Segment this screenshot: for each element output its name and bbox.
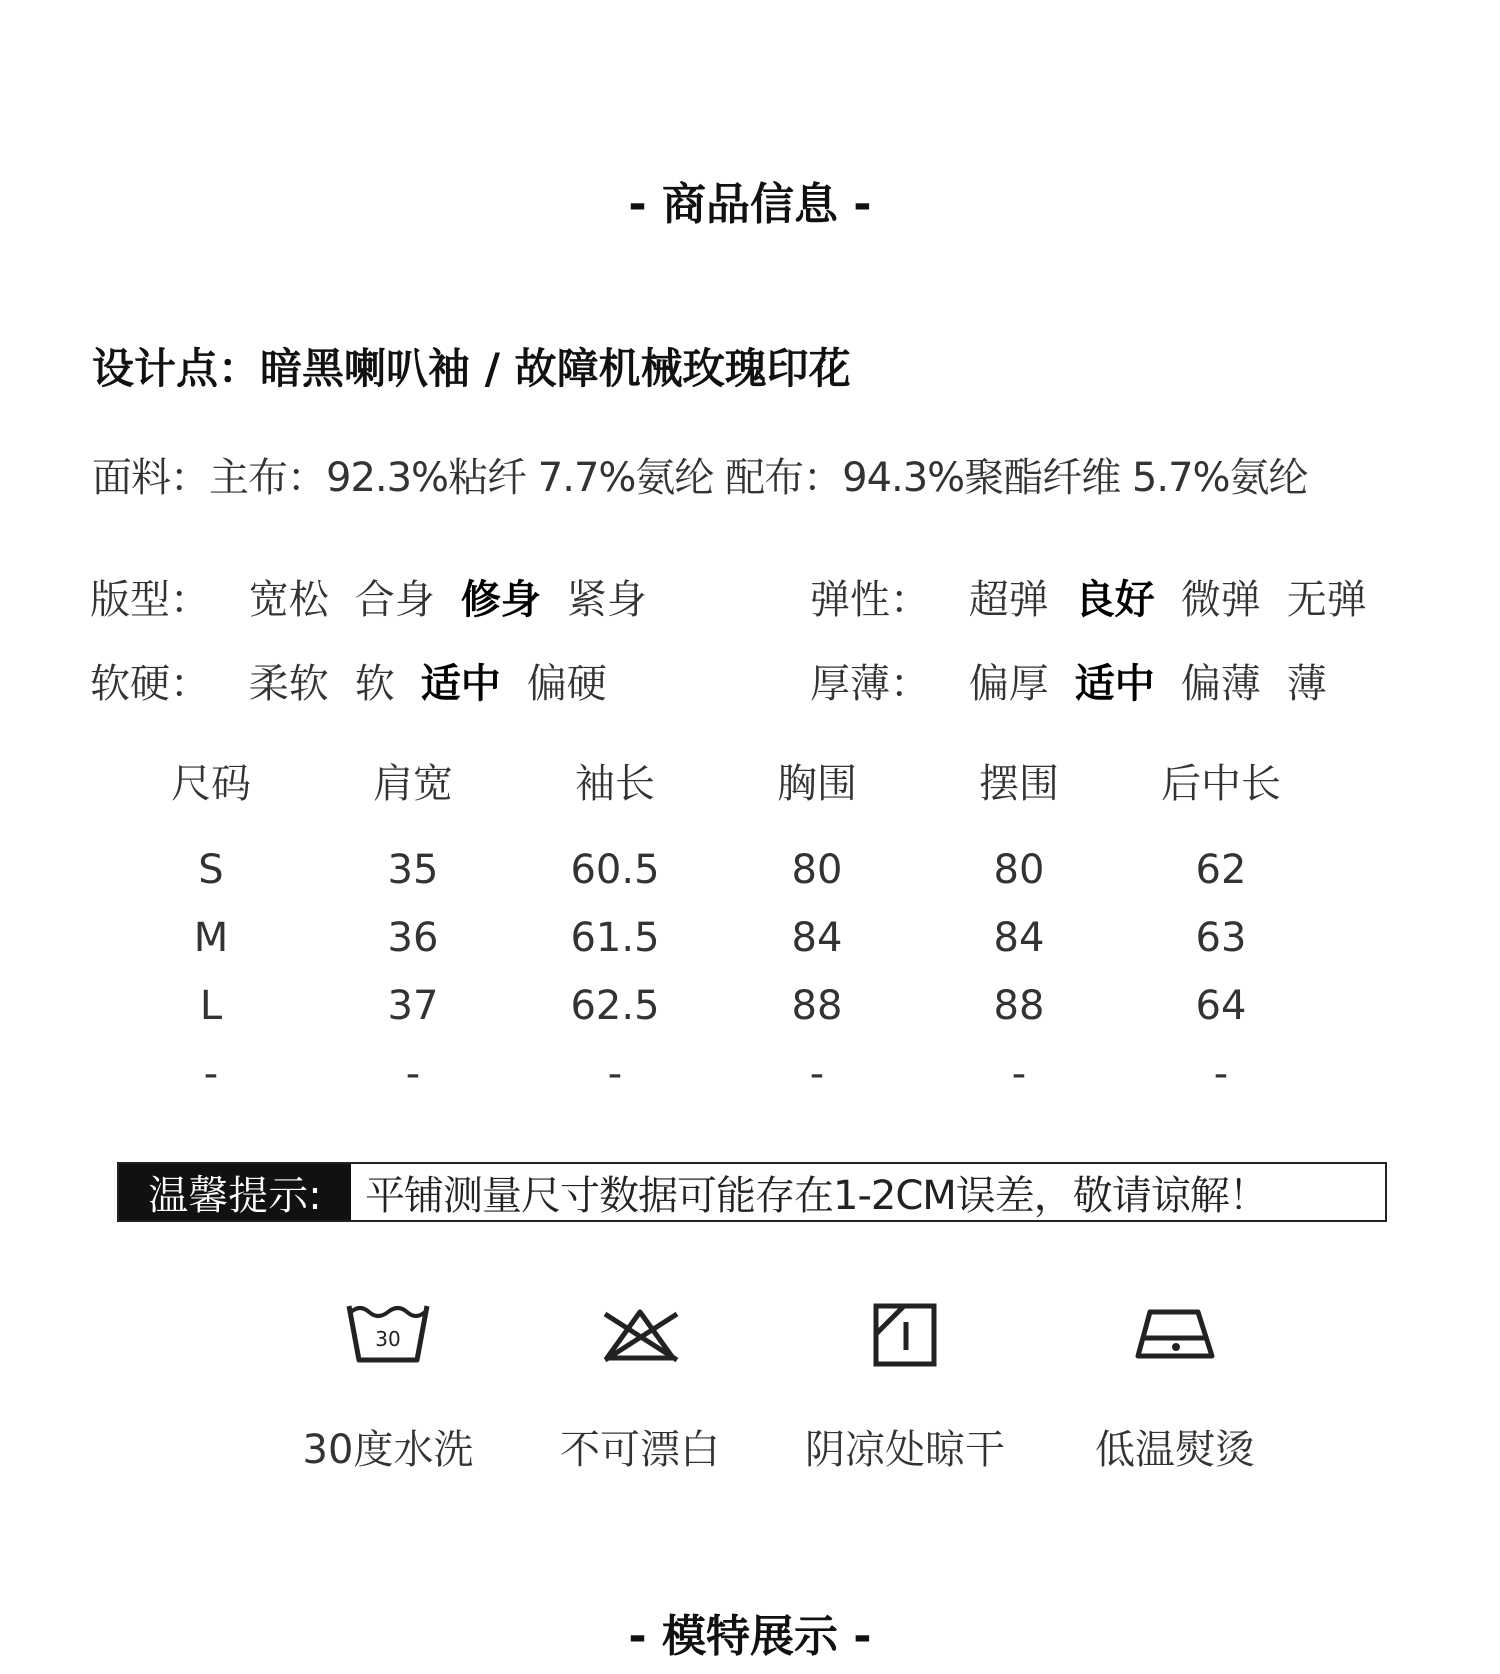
care-item-dry [785,1298,1025,1475]
size-table-cell: 88 [791,983,843,1029]
fit-attribute-row [90,568,647,625]
elasticity-option: 超弹 [968,577,1049,623]
care-label-iron: 低温熨烫 [1095,1427,1255,1473]
section-title-model-display: - 模特展示 - [628,1611,872,1662]
size-table-cell: 62.5 [570,983,660,1029]
size-table-row [110,1040,1322,1108]
size-table-body [110,836,1322,1108]
tip-box [117,1162,1387,1222]
tip-label: 温馨提示: [119,1164,351,1220]
size-table-header-cell: 袖长 [575,761,655,807]
size-table-cell: - [203,1051,219,1097]
size-table-cell: 37 [387,983,439,1029]
elasticity-option: 微弹 [1180,577,1261,623]
size-table-header-cell: 尺码 [171,761,251,807]
size-table-cell: M [193,915,229,961]
size-table-cell: 35 [387,847,439,893]
thickness-option: 适中 [1074,661,1155,707]
fit-option: 紧身 [566,577,647,623]
thickness-option: 薄 [1286,661,1327,707]
size-table-header-cell: 肩宽 [373,761,453,807]
wash-30-icon [343,1298,433,1370]
thickness-option: 偏厚 [968,661,1049,707]
size-table-row [110,836,1322,904]
size-table-cell: - [1213,1051,1229,1097]
fit-option: 合身 [354,577,435,623]
thickness-label: 厚薄： [810,661,930,707]
size-table-cell: S [198,847,224,893]
size-table-cell: 80 [993,847,1045,893]
fit-option: 修身 [460,577,541,623]
care-item-bleach [520,1298,760,1475]
elasticity-attribute-row [810,568,1367,625]
size-table-cell: - [405,1051,421,1097]
softness-option: 柔软 [248,661,329,707]
fit-option: 宽松 [248,577,329,623]
care-item-iron [1055,1298,1295,1475]
section-title-product-info: - 商品信息 - [628,179,872,230]
size-table-cell: 62 [1195,847,1247,893]
size-table-cell: 88 [993,983,1045,1029]
softness-option: 偏硬 [526,661,607,707]
elasticity-option: 无弹 [1286,577,1367,623]
fabric-composition-text: 面料：主布：92.3%粘纤 7.7%氨纶 配布：94.3%聚酯纤维 5.7%氨纶 [92,455,1308,501]
tip-text: 平铺测量尺寸数据可能存在1-2CM误差，敬请谅解！ [365,1172,1268,1219]
fit-label: 版型： [90,577,210,623]
size-table-header-cell: 摆围 [979,761,1059,807]
size-table-row [110,972,1322,1040]
size-table-cell: 36 [387,915,439,961]
size-table-cell: - [809,1051,825,1097]
thickness-option: 偏薄 [1180,661,1261,707]
size-table-cell: 84 [993,915,1045,961]
size-table-row [110,904,1322,972]
size-table-cell: 64 [1195,983,1247,1029]
design-point-text: 设计点：暗黑喇叭袖 / 故障机械玫瑰印花 [92,344,851,393]
size-table [110,752,1322,1108]
size-table-cell: 84 [791,915,843,961]
care-label-dry: 阴凉处晾干 [805,1427,1005,1473]
thickness-attribute-row [810,652,1327,709]
size-table-cell: L [199,983,223,1029]
low-iron-icon [1130,1298,1220,1370]
size-table-cell: 60.5 [570,847,660,893]
care-item-wash [268,1298,508,1475]
softness-option: 软 [354,661,395,707]
size-table-header-cell: 胸围 [777,761,857,807]
size-table-cell: 61.5 [570,915,660,961]
elasticity-option: 良好 [1074,577,1155,623]
care-label-bleach: 不可漂白 [560,1427,720,1473]
size-table-cell: - [607,1051,623,1097]
shade-dry-icon [860,1298,950,1370]
no-bleach-icon [595,1298,685,1370]
care-label-wash: 30度水洗 [302,1427,474,1473]
size-table-cell: 63 [1195,915,1247,961]
softness-label: 软硬： [90,661,210,707]
elasticity-label: 弹性： [810,577,930,623]
softness-attribute-row [90,652,607,709]
wash-temp-text: 30 [375,1327,401,1351]
size-table-header-row [110,752,1322,836]
size-table-cell: 80 [791,847,843,893]
softness-option: 适中 [420,661,501,707]
size-table-cell: - [1011,1051,1027,1097]
size-table-header-cell: 后中长 [1161,761,1281,807]
